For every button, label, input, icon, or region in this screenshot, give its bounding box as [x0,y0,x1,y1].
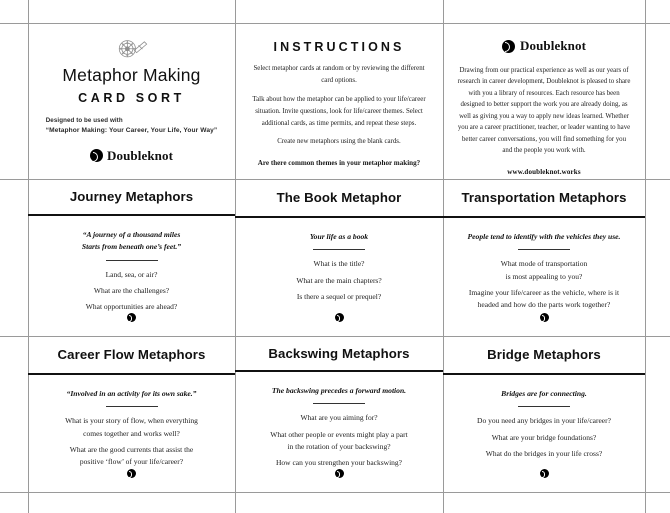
metaphor-card-title: Transportation Metaphors [461,190,627,205]
metaphor-card-title: Bridge Metaphors [487,347,601,362]
metaphor-card-footer [451,313,637,336]
metaphor-lead-quote: “Involved in an activity for its own sake.” [66,388,197,398]
metaphor-card [235,336,443,492]
metaphor-card-header [443,179,645,216]
ornament-rule [518,406,570,407]
metaphor-card [443,179,645,336]
metaphor-card [28,336,235,492]
metaphor-question: What are the good currents that assist the positive ‘flow’ of your life/career? [69,444,194,466]
metaphor-questions [477,415,611,459]
metaphor-card-footer [243,469,435,492]
metaphor-card-header [28,179,235,214]
doubleknot-logo-icon [127,469,136,478]
metaphor-questions [469,258,619,311]
metaphor-card-title: The Book Metaphor [276,190,402,205]
instructions-body [245,63,433,169]
metaphor-card [235,179,443,336]
doubleknot-logo-icon [540,469,549,478]
instructions-paragraph: Select metaphor cards at random or by reviewing the different card options. [253,65,425,84]
doubleknot-logo-icon [90,149,103,162]
metaphor-card [28,179,235,336]
doubleknot-logo-icon [335,313,344,322]
metaphor-question: What are you aiming for? [300,413,378,423]
metaphor-question: What mode of transportation is most appealing to you? [500,259,588,281]
metaphor-lead-quote: Bridges are for connecting. [501,388,587,398]
metaphor-card-body [235,218,443,336]
cover-title: Metaphor Making [62,65,201,85]
doubleknot-logo-icon [540,313,549,322]
metaphor-card-footer [451,469,637,492]
metaphor-card-body [443,218,645,336]
ornament-rule [106,260,158,261]
metaphor-question: What is your story of flow, when everything comes together and works well? [65,416,198,438]
metaphor-questions [270,412,407,469]
metaphor-lead-quote: The backswing precedes a forward motion. [271,385,407,395]
metaphor-question: Imagine your life/career as the vehicle, where is it headed and how do the parts work together? [468,287,620,309]
metaphor-questions [296,258,381,302]
card-grid [28,23,645,492]
metaphor-question: What other people or events might play a part in the rotation of your backswing? [270,429,408,451]
metaphor-question: What is the title? [313,259,365,269]
metaphor-card-footer [243,313,435,336]
instructions-question: Are there common themes in your metaphor making? [257,159,421,168]
instructions-paragraph: Create new metaphors using the blank cards. [277,138,401,146]
metaphor-lead-quote: People tend to identify with the vehicles they use. [467,231,621,241]
cut-guide-vertical-right [645,0,646,513]
doubleknot-logo-icon [127,313,136,322]
metaphor-question: What are your bridge foundations? [491,432,597,442]
cover-note-line1: Designed to be used with [45,117,123,125]
metaphor-card-header [28,336,235,373]
about-url[interactable]: www.doubleknot.works [507,167,581,176]
metaphor-card-footer [36,469,227,492]
cover-brand-lockup [90,148,173,164]
metaphor-question: How can you strengthen your backswing? [275,457,402,467]
brand-name: Doubleknot [106,147,174,163]
metaphor-question: Is there a sequel or prequel? [296,291,382,301]
doubleknot-logo-icon [502,40,515,53]
metaphor-question: What are the main chapters? [296,275,382,285]
ornament-rule [518,249,570,250]
about-card [443,23,645,179]
about-body: Drawing from our practical experience as well as our years of research in career development, Doubleknot is pleased to share with you a library of resources. Each resource has been designed to better support the work you are already doing, as well as giving you a way to apply new ideas learned. Whether you are a career practitioner, teacher, or leader wanting to have better career conversations, you will find something for you and the people you work with. [457,67,631,155]
about-brand-lockup [502,38,586,54]
metaphor-card-body [28,375,235,492]
ornament-rule [106,406,158,407]
doubleknot-logo-icon [335,469,344,478]
metaphor-question: Land, sea, or air? [105,269,158,279]
metaphor-card-title: Journey Metaphors [69,189,194,205]
cover-card [28,23,235,179]
metaphor-card-body [28,216,235,336]
metaphor-question: What are the challenges? [93,285,170,295]
ornament-rule [313,249,365,250]
cut-guide-horizontal-bottom [0,492,670,493]
metaphor-card [443,336,645,492]
cover-subtitle: CARD SORT [78,91,185,106]
metaphor-card-title: Career Flow Metaphors [57,347,206,362]
metaphor-questions [65,415,198,468]
metaphor-card-header [443,336,645,373]
metaphor-lead-quote: “A journey of a thousand miles Starts from beneath one’s feet.” [81,230,182,251]
ornament-rule [313,403,365,404]
metaphor-question: What opportunities are ahead? [85,301,178,311]
metaphor-card-header [235,336,443,370]
instructions-card [235,23,443,179]
brand-name: Doubleknot [519,38,587,53]
instructions-title: INSTRUCTIONS [273,40,405,54]
instructions-paragraph: Talk about how the metaphor can be applied to your life/career situation. Invite questions, look for life/career themes. Select additional cards, as time permits, and repeat these steps. [252,95,426,127]
metaphor-card-header [235,179,443,216]
metaphor-card-footer [36,313,227,336]
metaphor-lead-quote: Your life as a book [309,231,369,241]
metaphor-card-body [235,372,443,492]
metaphor-card-title: Backswing Metaphors [268,345,410,361]
metaphor-question: Do you need any bridges in your life/career? [477,416,611,426]
metaphor-question: What do the bridges in your life cross? [485,448,603,458]
metaphor-card-body [443,375,645,492]
cover-note [46,116,218,136]
metaphor-questions [86,269,177,313]
compass-rose-icon [115,36,149,60]
cover-note-line2: “Metaphor Making: Your Career, Your Life, Your Way” [45,127,218,135]
